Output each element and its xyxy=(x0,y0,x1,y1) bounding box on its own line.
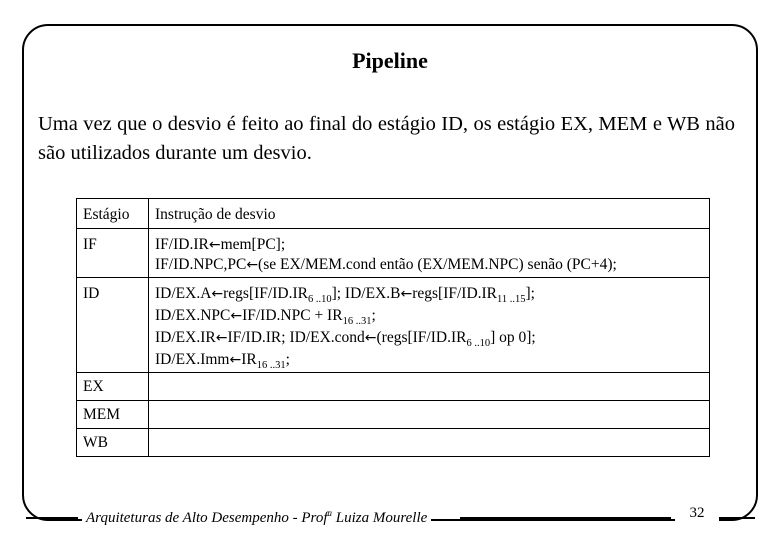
instruction-line xyxy=(155,306,705,328)
left-arrow-icon: ← xyxy=(230,308,243,324)
instruction-line xyxy=(155,284,705,306)
stage-cell: WB xyxy=(77,429,149,457)
bit-range-subscript: 6 ..10 xyxy=(307,294,332,305)
stage-cell: EX xyxy=(77,373,149,401)
instruction-text: ID/EX.NPC xyxy=(155,307,231,324)
footer-course: Arquiteturas de Alto Desempenho - Prof xyxy=(86,510,328,526)
instruction-text: IF/ID.IR; ID/EX.cond xyxy=(227,329,365,346)
instruction-cell xyxy=(149,229,710,278)
instruction-text: IF/ID.IR xyxy=(155,236,209,253)
left-arrow-icon: ← xyxy=(229,352,242,368)
intro-paragraph: Uma vez que o desvio é feito ao final do estágio ID, os estágio EX, MEM e WB não são utilizados durante um desvio. xyxy=(38,113,735,164)
footer-rule-right xyxy=(719,517,755,519)
instruction-text: ID/EX.IR xyxy=(155,329,216,346)
instruction-text: IR xyxy=(241,351,257,368)
instruction-line xyxy=(155,328,705,350)
instruction-text: IF/ID.NPC + IR xyxy=(242,307,343,324)
bit-range-subscript: 6 ..10 xyxy=(466,338,491,349)
header-instruction: Instrução de desvio xyxy=(149,199,710,229)
instruction-text: ; xyxy=(285,351,290,368)
page-number: 32 xyxy=(675,505,719,522)
table-row xyxy=(77,373,710,401)
table-header-row xyxy=(77,199,710,229)
instruction-text: ; xyxy=(371,307,376,324)
branch-instruction-table xyxy=(76,198,710,457)
footer-author: Luiza Mourelle xyxy=(332,510,428,526)
instruction-text: (se EX/MEM.cond então (EX/MEM.NPC) senão (PC+4); xyxy=(258,256,617,273)
table-row xyxy=(77,229,710,278)
instruction-cell xyxy=(149,401,710,429)
left-arrow-icon: ← xyxy=(208,237,221,253)
instruction-cell xyxy=(149,429,710,457)
stage-cell: MEM xyxy=(77,401,149,429)
instruction-text: (regs[IF/ID.IR xyxy=(376,329,467,346)
instruction-line xyxy=(155,235,705,255)
stage-cell: ID xyxy=(77,278,149,373)
table-row xyxy=(77,278,710,373)
bit-range-subscript: 16 ..31 xyxy=(256,360,286,371)
header-stage: Estágio xyxy=(77,199,149,229)
slide-title: Pipeline xyxy=(352,48,428,73)
instruction-text: ]; xyxy=(525,285,535,302)
bit-range-subscript: 16 ..31 xyxy=(342,316,372,327)
footer-credit xyxy=(82,508,431,527)
instruction-line xyxy=(155,350,705,372)
instruction-text: IF/ID.NPC,PC xyxy=(155,256,247,273)
instruction-line xyxy=(155,255,705,275)
left-arrow-icon: ← xyxy=(215,330,228,346)
instruction-cell xyxy=(149,278,710,373)
footer-rule-left xyxy=(26,517,78,519)
instruction-text: regs[IF/ID.IR xyxy=(412,285,498,302)
instruction-cell xyxy=(149,373,710,401)
footer-rule-middle xyxy=(460,517,671,519)
left-arrow-icon: ← xyxy=(211,286,224,302)
instruction-text: regs[IF/ID.IR xyxy=(223,285,308,302)
stage-cell: IF xyxy=(77,229,149,278)
instruction-text: ]; ID/EX.B xyxy=(331,285,401,302)
table-row xyxy=(77,429,710,457)
bit-range-subscript: 11 ..15 xyxy=(497,294,526,305)
left-arrow-icon: ← xyxy=(246,257,259,273)
instruction-text: ID/EX.Imm xyxy=(155,351,230,368)
footer-superscript: a xyxy=(327,508,332,518)
instruction-text: ] op 0]; xyxy=(490,329,536,346)
instruction-text: mem[PC]; xyxy=(220,236,286,253)
table-row xyxy=(77,401,710,429)
instruction-text: ID/EX.A xyxy=(155,285,212,302)
left-arrow-icon: ← xyxy=(400,286,413,302)
left-arrow-icon: ← xyxy=(364,330,377,346)
